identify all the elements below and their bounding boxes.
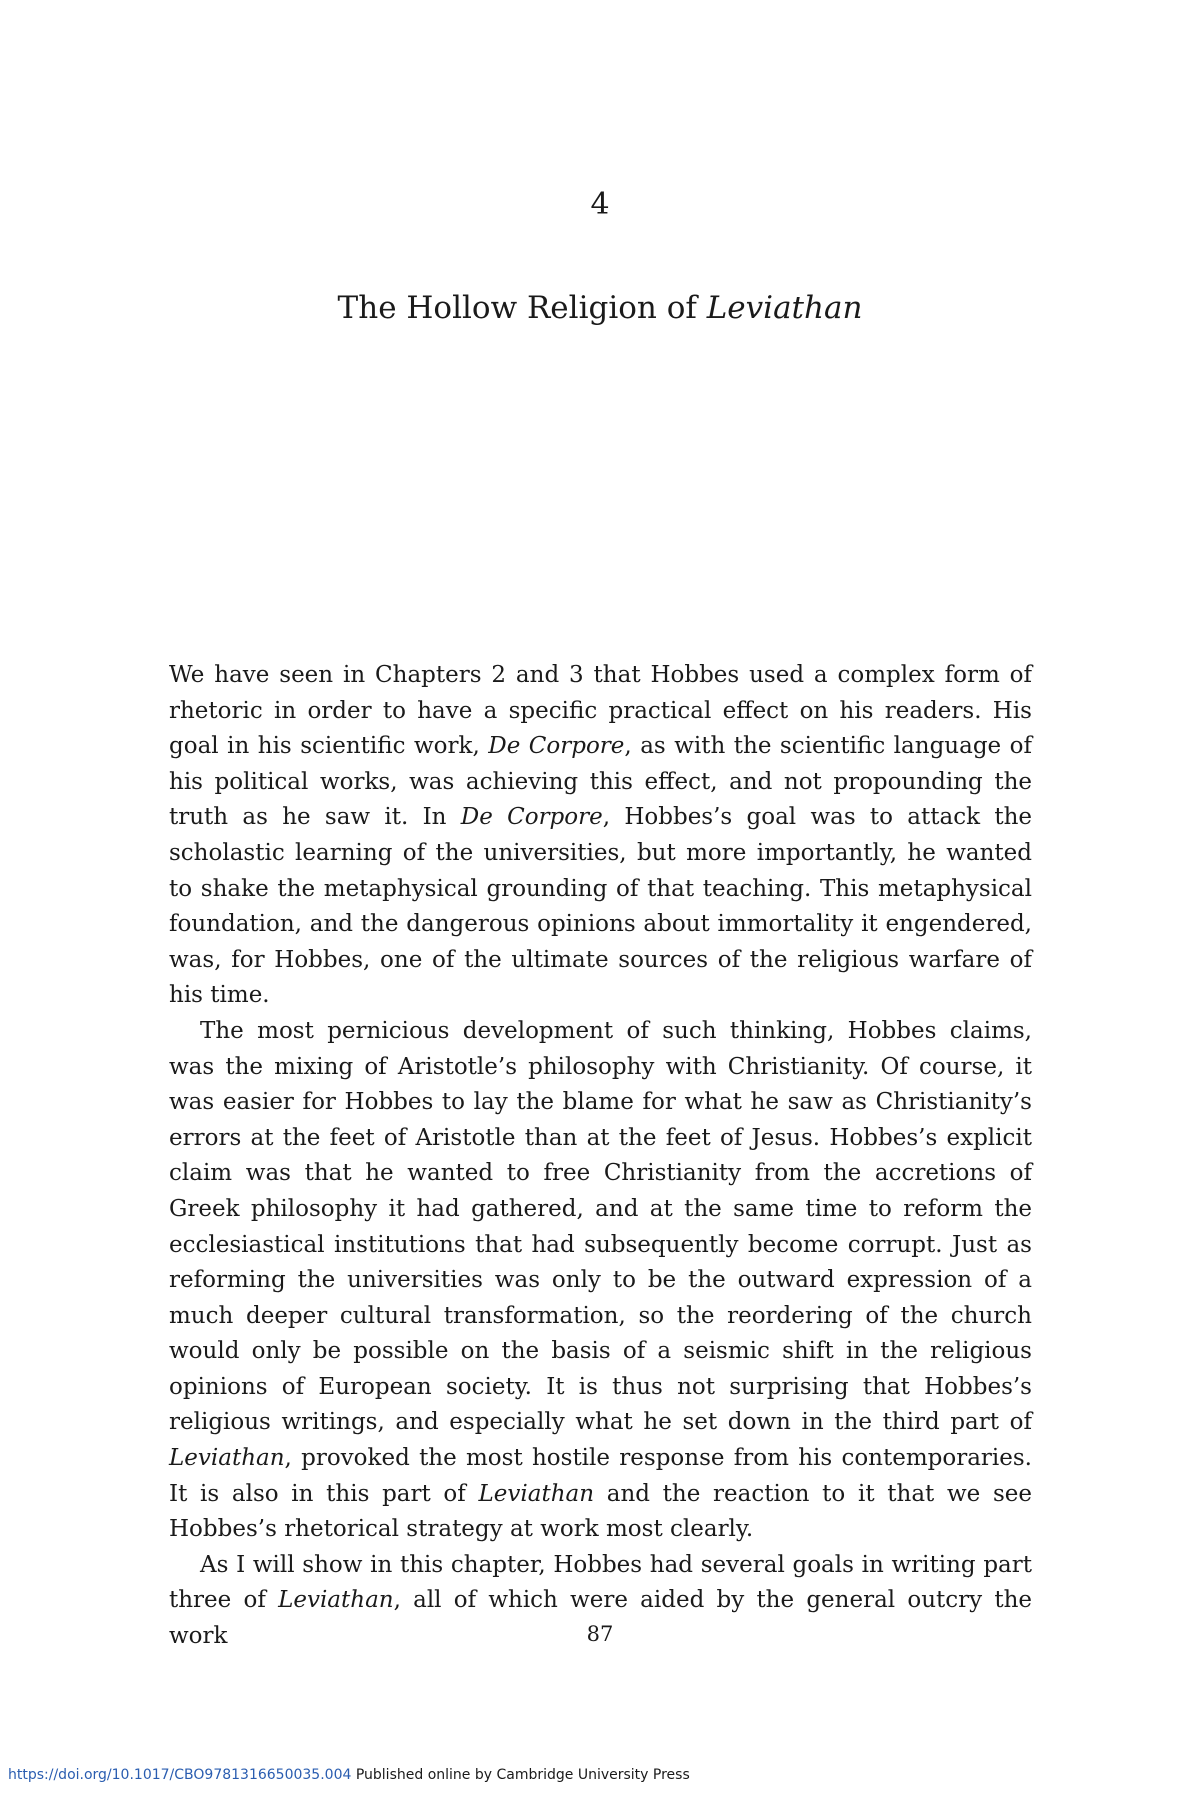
doi-link[interactable]: https://doi.org/10.1017/CBO9781316650035.004: [8, 1767, 352, 1783]
text-run: As I will show in this chapter, Hobbes had several goals in writing part three of: [169, 1551, 1032, 1614]
text-run: We have seen in Chapters 2 and 3 that Hobbes used a complex form of rhetoric in order to have a specific practical effect on his readers. His goal in his scientific work,: [169, 662, 1032, 760]
chapter-title-plain: The Hollow Religion of: [337, 290, 707, 326]
italic-title: De Corpore: [488, 733, 625, 760]
text-run: , Hobbes’s goal was to attack the scholastic learning of the universities, but more importantly, he wanted to shake the metaphysical grounding of that teaching. This metaphysical foundation, and the dangerous opinions about immortality it engendered, was, for Hobbes, one of the ultimate sources of the religious warfare of his time.: [169, 804, 1032, 1009]
publisher-note: Published online by Cambridge University Press: [351, 1767, 690, 1783]
page-number: 87: [586, 1622, 614, 1646]
italic-title: Leviathan: [278, 1587, 394, 1614]
paragraph-2: [169, 1014, 1032, 1548]
paragraph-1: [169, 658, 1032, 1014]
text-run: , as with the scientific language of his political works, was achieving this effect, and not propounding the truth as he saw it. In: [169, 733, 1032, 831]
text-run: and the reaction to it that we see Hobbes’s rhetorical strategy at work most clearly.: [169, 1480, 1032, 1543]
footer-line: [8, 1766, 690, 1784]
italic-title: Leviathan: [478, 1480, 595, 1507]
chapter-title-italic: Leviathan: [706, 290, 863, 326]
body-text: [169, 658, 1032, 1655]
italic-title: Leviathan: [169, 1445, 285, 1472]
chapter-title: [0, 286, 1200, 330]
text-run: , provoked the most hostile response from his contemporaries. It is also in this part of: [169, 1445, 1032, 1507]
text-run: , all of which were aided by the general outcry the work: [169, 1587, 1032, 1650]
italic-title: De Corpore: [460, 804, 603, 831]
chapter-number: 4: [590, 187, 610, 222]
text-run: The most pernicious development of such thinking, Hobbes claims, was the mixing of Aristotle’s philosophy with Christianity. Of course, it was easier for Hobbes to lay the blame for what he saw as Christianity’s errors at the feet of Aristotle than at the feet of Jesus. Hobbes’s explicit claim was that he wanted to free Christianity from the accretions of Greek philosophy it had gathered, and at the same time to reform the ecclesiastical institutions that had subsequently become corrupt. Just as reforming the universities was only to be the outward expression of a much deeper cultural transformation, so the reordering of the church would only be possible on the basis of a seismic shift in the religious opinions of European society. It is thus not surprising that Hobbes’s religious writings, and especially what he set down in the third part of: [169, 1017, 1032, 1436]
